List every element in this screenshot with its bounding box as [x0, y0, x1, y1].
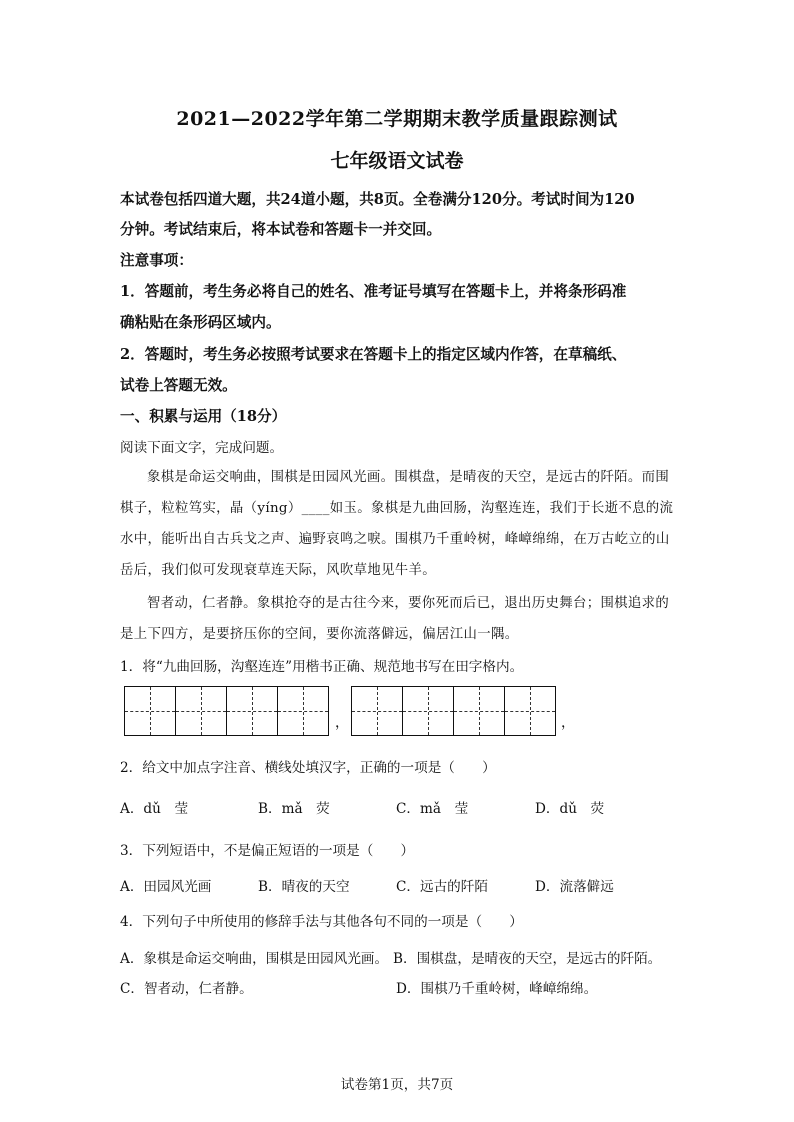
- tianzige-cell[interactable]: [226, 686, 278, 736]
- q3-option-d[interactable]: D．流落僻远: [535, 879, 614, 895]
- tianzige-cell[interactable]: [504, 686, 556, 736]
- instruction-line-1: 本试卷包括四道大题，共24道小题，共8页。全卷满分120分。考试时间为120: [120, 191, 635, 208]
- passage-p1-line-2: 棋子，粒粒笃实，晶（yíng）____如玉。象棋是九曲回肠，沟壑连连，我们于长逝不息的流: [120, 501, 674, 516]
- tianzige-cell[interactable]: [277, 686, 329, 736]
- note-1-line-1: 1．答题前，考生务必将自己的姓名、准考证号填写在答题卡上，并将条形码准: [120, 283, 627, 300]
- passage-p1-line-3: 水中，能听出自古兵戈之声、遍野哀鸣之唳。围棋乃千重岭树，峰嶂绵绵，在万古屹立的山: [120, 532, 670, 547]
- instruction-line-2: 分钟。考试结束后，将本试卷和答题卡一并交回。: [120, 221, 442, 238]
- q3-option-b[interactable]: B．晴夜的天空: [258, 879, 350, 895]
- section-1-prompt: 阅读下面文字，完成问题。: [120, 440, 284, 456]
- passage-p1-line-1: 象棋是命运交响曲，围棋是田园风光画。围棋盘，是晴夜的天空，是远古的阡陌。而围: [147, 470, 670, 485]
- q3-option-c[interactable]: C．远古的阡陌: [396, 879, 488, 895]
- note-2-line-1: 2．答题时，考生务必按照考试要求在答题卡上的指定区域内作答，在草稿纸、: [120, 346, 627, 363]
- q3-option-a[interactable]: A．田园风光画: [120, 879, 212, 895]
- tianzige-cell[interactable]: [402, 686, 454, 736]
- tianzige-cell[interactable]: [175, 686, 227, 736]
- tianzige-cell[interactable]: [124, 686, 176, 736]
- q4-option-c[interactable]: C．智者动，仁者静。: [120, 981, 253, 997]
- q2-option-a[interactable]: A．dǔ 莹: [120, 801, 189, 817]
- q4-option-d[interactable]: D．围棋乃千重岭树，峰嶂绵绵。: [396, 981, 598, 997]
- page-footer: 试卷第1页，共7页: [340, 1077, 454, 1093]
- q2-option-c[interactable]: C．mǎ 莹: [396, 801, 469, 817]
- question-4: 4．下列句子中所使用的修辞手法与其他各句不同的一项是（ ）: [120, 914, 523, 930]
- q2-option-d[interactable]: D．dǔ 荧: [535, 801, 605, 817]
- exam-title: 2021—2022学年第二学期期末教学质量跟踪测试: [176, 108, 618, 130]
- grid-separator-2: ，: [561, 715, 575, 731]
- q4-option-a[interactable]: A．象棋是命运交响曲，围棋是田园风光画。: [120, 951, 389, 967]
- writing-grid-2[interactable]: [351, 686, 556, 736]
- question-3: 3．下列短语中，不是偏正短语的一项是（ ）: [120, 843, 415, 859]
- passage-p2-line-2: 是上下四方，是要挤压你的空间，要你流落僻远，偏居江山一隅。: [120, 627, 519, 642]
- q2-option-b[interactable]: B．mǎ 荧: [258, 801, 330, 817]
- tianzige-cell[interactable]: [453, 686, 505, 736]
- tianzige-cell[interactable]: [351, 686, 403, 736]
- note-1-line-2: 确粘贴在条形码区域内。: [120, 314, 281, 331]
- passage-p1-line-4: 岳后，我们似可发现衰草连天际，风吹草地见牛羊。: [120, 563, 437, 578]
- exam-subtitle: 七年级语文试卷: [330, 150, 464, 172]
- writing-grid-1[interactable]: [124, 686, 329, 736]
- passage-p2-line-1: 智者动，仁者静。象棋抢夺的是古往今来，要你死而后已，退出历史舞台；围棋追求的: [147, 596, 670, 611]
- q4-option-b[interactable]: B．围棋盘，是晴夜的天空，是远古的阡陌。: [393, 951, 662, 967]
- note-2-line-2: 试卷上答题无效。: [120, 377, 237, 394]
- notice-heading: 注意事项：: [120, 252, 193, 269]
- section-1-heading: 一、积累与运用（18分）: [120, 408, 287, 425]
- question-2: 2．给文中加点字注音、横线处填汉字，正确的一项是（ ）: [120, 760, 496, 776]
- grid-separator-1: ，: [335, 715, 349, 731]
- question-1: 1．将“九曲回肠，沟壑连连”用楷书正确、规范地书写在田字格内。: [120, 659, 524, 675]
